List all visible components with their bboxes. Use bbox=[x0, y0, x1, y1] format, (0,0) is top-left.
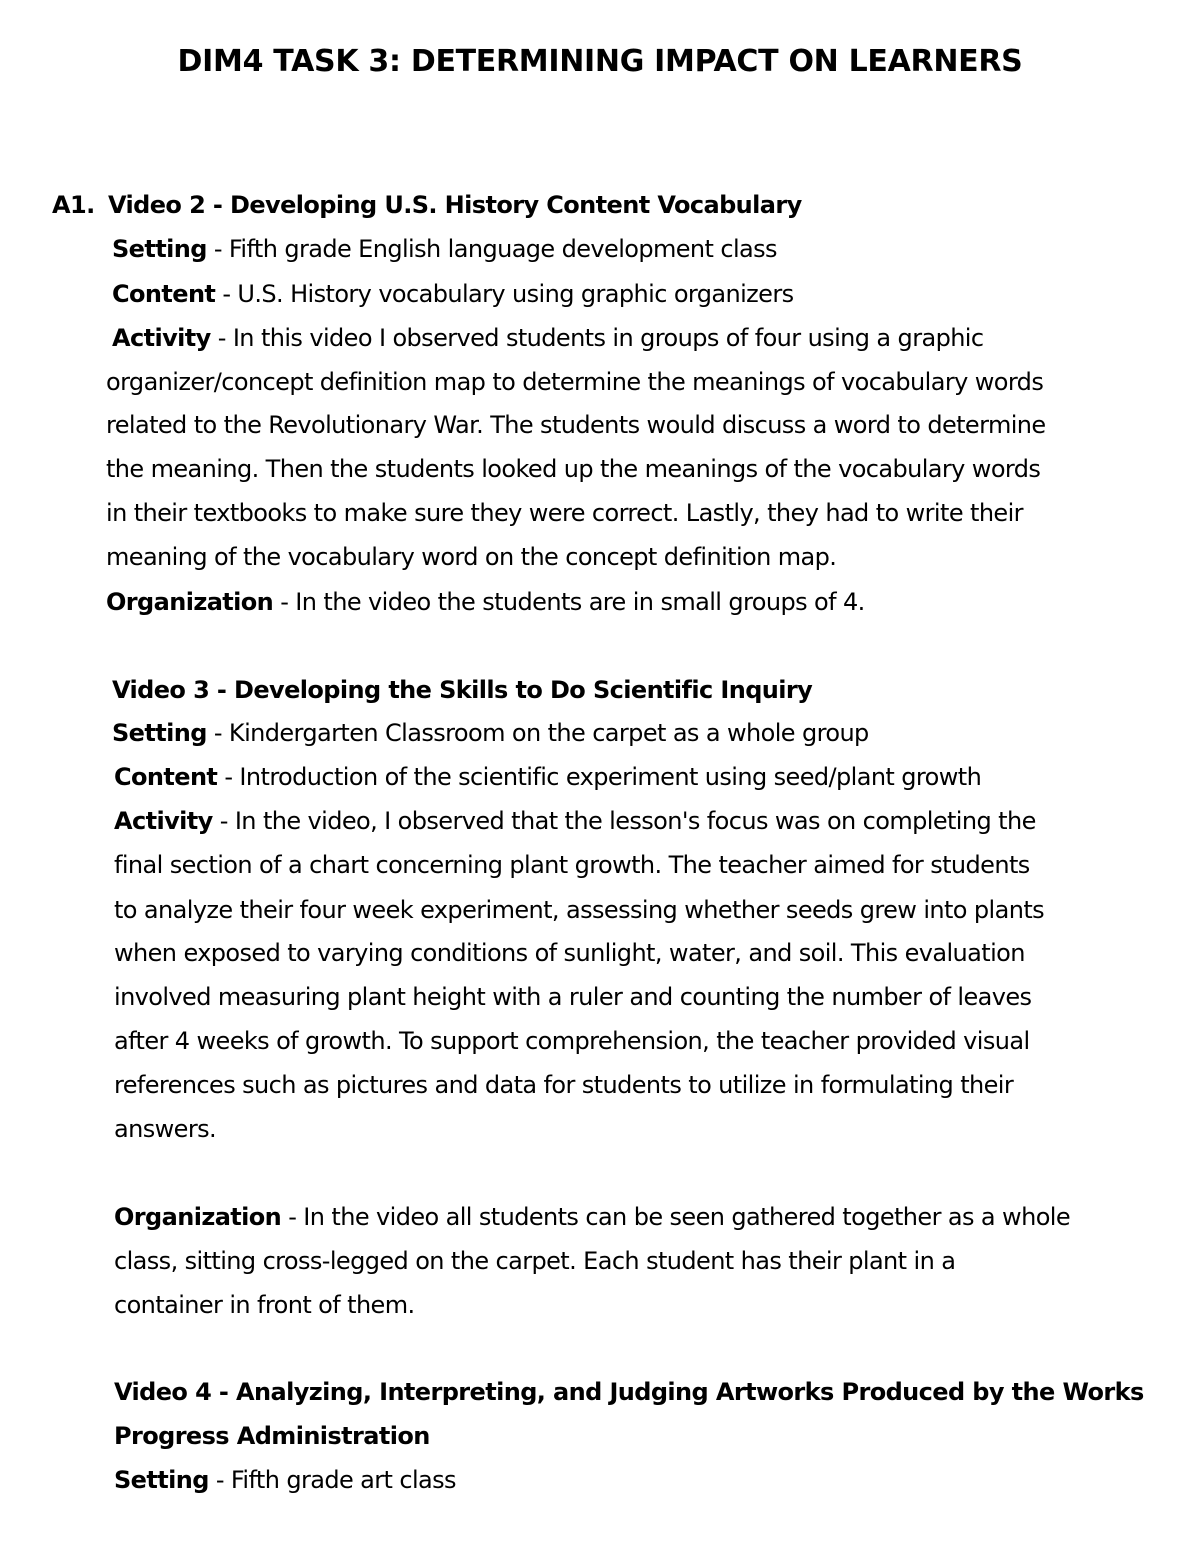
video-3-activity-line: answers. bbox=[114, 1115, 217, 1143]
video-3-activity-line: after 4 weeks of growth. To support comprehension, the teacher provided visual bbox=[114, 1027, 1030, 1055]
setting-text: - Fifth grade English language development class bbox=[206, 235, 777, 263]
activity-text: - In this video I observed students in groups of four using a graphic bbox=[210, 324, 984, 352]
video-2-heading: Video 2 - Developing U.S. History Content Vocabulary bbox=[108, 191, 802, 219]
video-2-activity-line: related to the Revolutionary War. The students would discuss a word to determine bbox=[106, 411, 1046, 439]
video-3-activity bbox=[114, 806, 1036, 836]
video-3-content bbox=[114, 762, 981, 792]
content-label: Content bbox=[112, 280, 216, 308]
setting-text: - Kindergarten Classroom on the carpet as a whole group bbox=[206, 719, 869, 747]
content-label: Content bbox=[114, 763, 218, 791]
video-3-organization-line: class, sitting cross-legged on the carpet. Each student has their plant in a bbox=[114, 1247, 956, 1275]
setting-label: Setting bbox=[112, 235, 207, 263]
activity-text: - In the video, I observed that the lesson's focus was on completing the bbox=[212, 807, 1036, 835]
video-2-activity-line: meaning of the vocabulary word on the concept definition map. bbox=[106, 543, 837, 571]
organization-label: Organization bbox=[114, 1203, 282, 1231]
video-2-activity-line: organizer/concept definition map to determine the meanings of vocabulary words bbox=[106, 368, 1044, 396]
section-marker: A1. bbox=[52, 191, 95, 219]
video-4-setting bbox=[114, 1465, 456, 1495]
activity-label: Activity bbox=[114, 807, 213, 835]
setting-label: Setting bbox=[114, 1466, 209, 1494]
video-3-setting bbox=[112, 718, 869, 748]
document-title: DIM4 TASK 3: DETERMINING IMPACT ON LEARNERS bbox=[177, 44, 1023, 79]
video-2-activity-line: in their textbooks to make sure they were correct. Lastly, they had to write their bbox=[106, 499, 1023, 527]
video-3-activity-line: references such as pictures and data for students to utilize in formulating their bbox=[114, 1071, 1014, 1099]
video-2-activity bbox=[112, 323, 983, 353]
video-3-activity-line: final section of a chart concerning plant growth. The teacher aimed for students bbox=[114, 851, 1030, 879]
video-3-organization bbox=[114, 1202, 1070, 1232]
video-2-organization bbox=[106, 587, 865, 617]
video-2-activity-line: the meaning. Then the students looked up the meanings of the vocabulary words bbox=[106, 455, 1041, 483]
video-3-heading: Video 3 - Developing the Skills to Do Scientific Inquiry bbox=[112, 676, 813, 704]
video-4-heading: Video 4 - Analyzing, Interpreting, and Judging Artworks Produced by the Works bbox=[114, 1378, 1144, 1406]
video-2-content bbox=[112, 279, 794, 309]
setting-label: Setting bbox=[112, 719, 207, 747]
content-text: - Introduction of the scientific experiment using seed/plant growth bbox=[217, 763, 982, 791]
organization-text: - In the video the students are in small groups of 4. bbox=[273, 588, 865, 616]
organization-text: - In the video all students can be seen gathered together as a whole bbox=[281, 1203, 1071, 1231]
setting-text: - Fifth grade art class bbox=[208, 1466, 456, 1494]
video-3-activity-line: involved measuring plant height with a ruler and counting the number of leaves bbox=[114, 983, 1032, 1011]
organization-label: Organization bbox=[106, 588, 274, 616]
video-4-heading-continued: Progress Administration bbox=[114, 1422, 430, 1450]
video-2-setting bbox=[112, 234, 777, 264]
video-3-activity-line: to analyze their four week experiment, assessing whether seeds grew into plants bbox=[114, 896, 1045, 924]
activity-label: Activity bbox=[112, 324, 211, 352]
video-3-organization-line: container in front of them. bbox=[114, 1291, 415, 1319]
video-3-activity-line: when exposed to varying conditions of sunlight, water, and soil. This evaluation bbox=[114, 939, 1025, 967]
content-text: - U.S. History vocabulary using graphic organizers bbox=[215, 280, 794, 308]
